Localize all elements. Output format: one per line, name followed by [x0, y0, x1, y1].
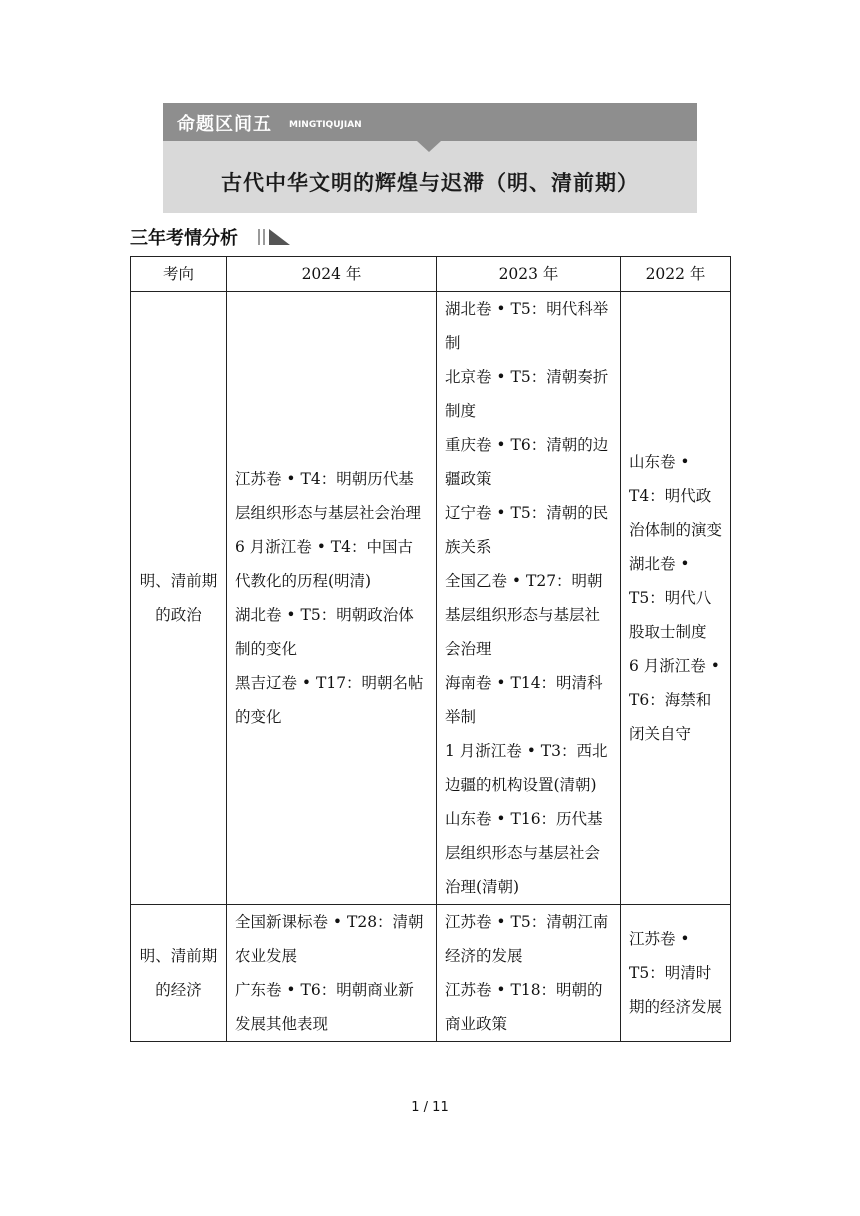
topic-cell: 明、清前期的政治	[131, 292, 227, 905]
cell-2023	[437, 905, 621, 1042]
exam-entry: 海南卷 • T14：明清科举制	[445, 674, 603, 726]
exam-entry: 辽宁卷 • T5：清朝的民族关系	[445, 504, 609, 556]
exam-entry: 广东卷 • T6：明朝商业新发展其他表现	[235, 981, 414, 1033]
exam-entry: 山东卷 • T4：明代政治体制的演变	[629, 453, 723, 539]
topic-cell: 明、清前期的经济	[131, 905, 227, 1042]
cell-2024	[227, 292, 437, 905]
exam-entry: 1 月浙江卷 • T3：西北边疆的机构设置(清朝)	[445, 742, 608, 794]
exam-entry: 江苏卷 • T5：明清时期的经济发展	[629, 930, 723, 1016]
section-banner	[163, 103, 697, 213]
table-header-row	[131, 257, 731, 292]
exam-entry: 6 月浙江卷 • T6：海禁和闭关自守	[629, 657, 720, 743]
exam-entry: 江苏卷 • T5：清朝江南经济的发展	[445, 913, 609, 965]
table-row	[131, 292, 731, 905]
column-header-2024: 2024 年	[227, 257, 437, 292]
cell-2022	[621, 905, 731, 1042]
banner-title: 古代中华文明的辉煌与迟滞（明、清前期）	[221, 171, 639, 195]
cell-2022	[621, 292, 731, 905]
column-header-topic: 考向	[131, 257, 227, 292]
cell-2023	[437, 292, 621, 905]
exam-entry: 黑吉辽卷 • T17：明朝名帖的变化	[235, 674, 424, 726]
exam-entry: 重庆卷 • T6：清朝的边疆政策	[445, 436, 609, 488]
exam-entry: 江苏卷 • T4：明朝历代基层组织形态与基层社会治理	[235, 470, 422, 522]
exam-entry: 湖北卷 • T5：明朝政治体制的变化	[235, 606, 414, 658]
exam-entry: 湖北卷 • T5：明代科举制	[445, 300, 609, 352]
exam-entry: 山东卷 • T16：历代基层组织形态与基层社会治理(清朝)	[445, 810, 603, 896]
exam-entry: 全国新课标卷 • T28：清朝农业发展	[235, 913, 424, 965]
table-row	[131, 905, 731, 1042]
column-header-2022: 2022 年	[621, 257, 731, 292]
exam-entry: 湖北卷 • T5：明代八股取士制度	[629, 555, 712, 641]
section-title: 三年考情分析	[130, 228, 238, 249]
column-header-2023: 2023 年	[437, 257, 621, 292]
banner-label-pinyin: MINGTIQUJIAN	[289, 120, 362, 130]
banner-label: 命题区间五	[177, 114, 272, 135]
exam-entry: 6 月浙江卷 • T4：中国古代教化的历程(明清)	[235, 538, 413, 590]
exam-analysis-table	[130, 256, 731, 1042]
cell-2024	[227, 905, 437, 1042]
section-decoration-icon	[258, 228, 298, 246]
exam-entry: 全国乙卷 • T27：明朝基层组织形态与基层社会治理	[445, 572, 603, 658]
page-number: 1 / 11	[411, 1100, 449, 1115]
exam-entry: 江苏卷 • T18：明朝的商业政策	[445, 981, 603, 1033]
banner-header-bar	[163, 103, 697, 141]
banner-notch-arrow	[417, 141, 441, 152]
exam-entry: 北京卷 • T5：清朝奏折制度	[445, 368, 609, 420]
